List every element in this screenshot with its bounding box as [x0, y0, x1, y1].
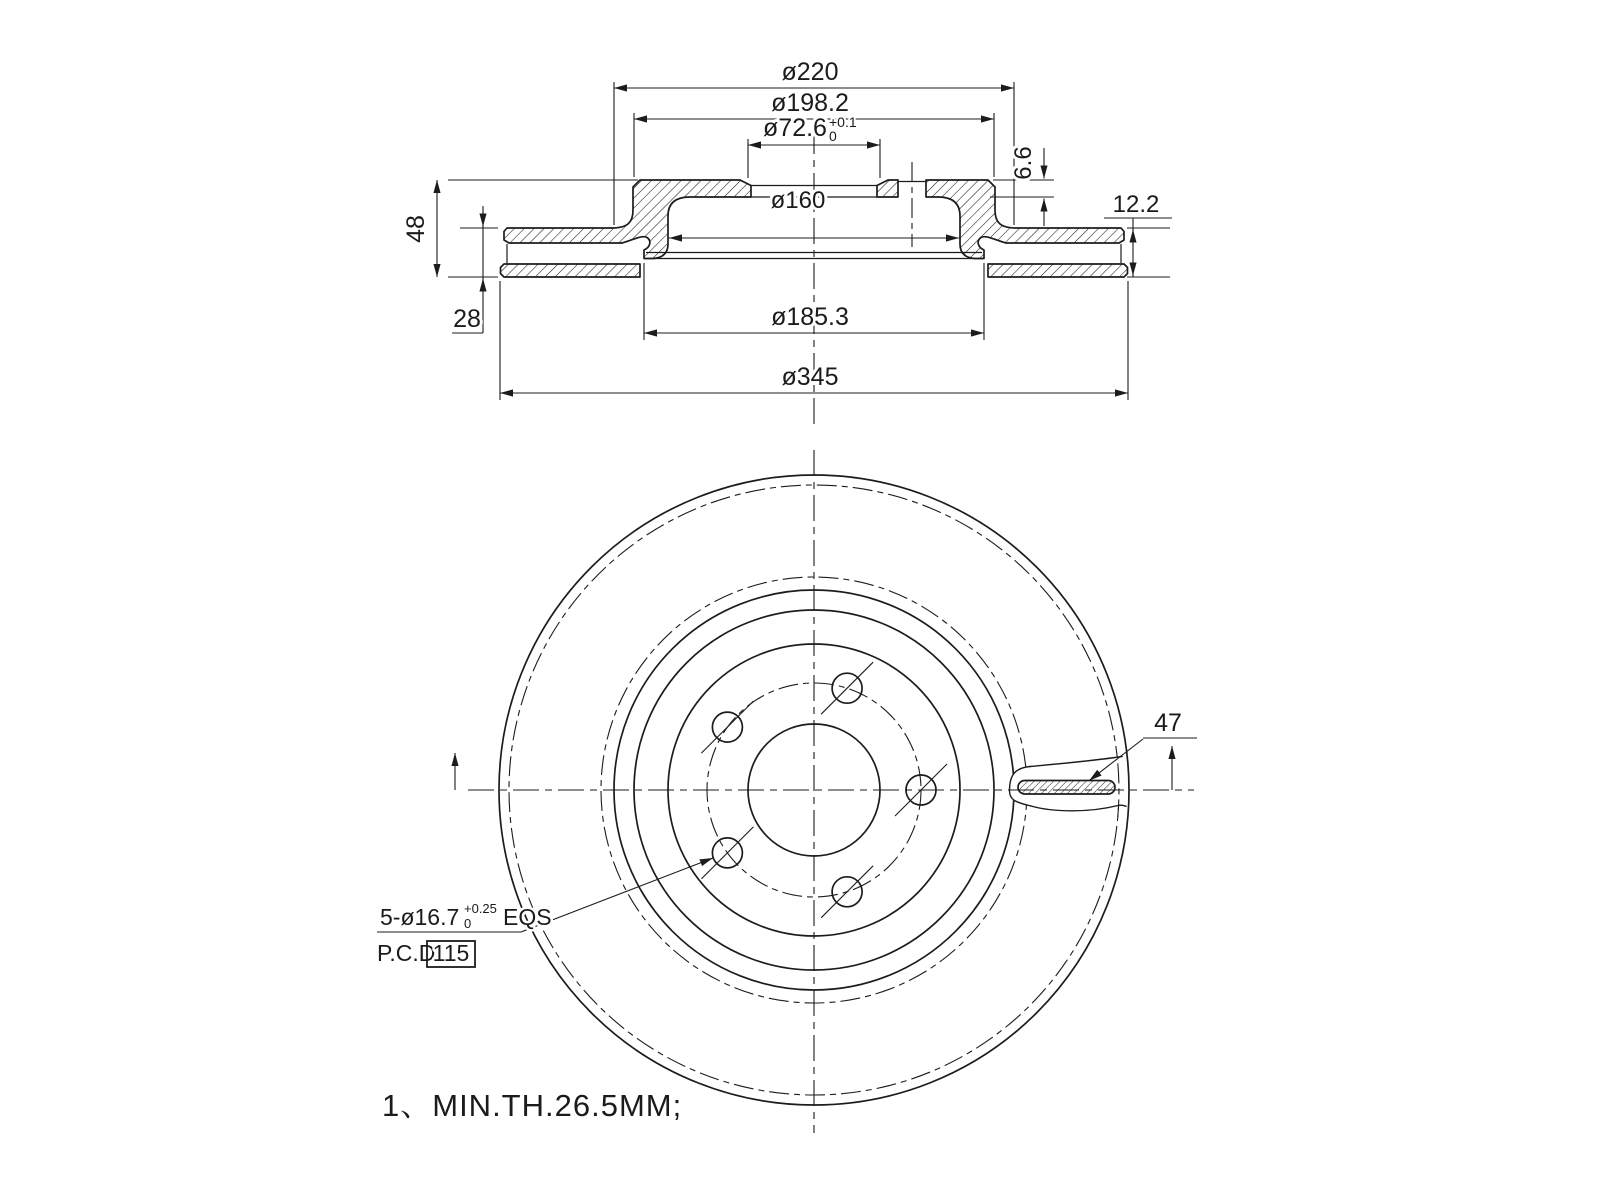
hat-section-left [504, 180, 751, 259]
holes-note-suffix: EQS [503, 904, 552, 930]
bolt-hole [821, 866, 873, 918]
notes [382, 1088, 682, 1123]
dim-72-tol-dn: 0 [829, 128, 837, 144]
wear-indicator-slot [1018, 781, 1115, 795]
dim-198-label: ø198.2 [771, 89, 849, 117]
holes-note-tol-up: +0.25 [464, 901, 497, 916]
dim-72-label: ø72.6 [763, 114, 827, 142]
dim-outer-345 [500, 363, 1128, 393]
dim-345-label: ø345 [781, 363, 839, 391]
min-thickness-note: 1、MIN.TH.26.5MM; [382, 1088, 683, 1123]
dim-height-48 [402, 180, 437, 277]
dim-hat-outer-220 [614, 58, 1014, 88]
section-view [402, 58, 1172, 424]
dim-72-tol-up: +0.1 [829, 114, 857, 130]
dim-6-6-label: 6.6 [1010, 146, 1037, 180]
dim-12-2-label: 12.2 [1112, 191, 1160, 218]
pcd-note [377, 940, 475, 967]
dim-seat-185 [644, 303, 984, 333]
bottom-plate-right [988, 264, 1128, 277]
dim-185-label: ø185.3 [771, 303, 849, 331]
bottom-plate-left [501, 264, 641, 277]
dim-thickness-28 [452, 206, 483, 333]
dim-47-label: 47 [1154, 709, 1182, 737]
dim-28-label: 28 [453, 305, 481, 333]
dim-48-label: 48 [402, 215, 430, 243]
dim-160-label: ø160 [770, 187, 826, 214]
hat-section-mid [877, 180, 898, 197]
bolt-hole [701, 827, 753, 879]
bolt-hole [701, 701, 753, 753]
dim-plate-6-6 [1010, 146, 1044, 226]
pcd-value: 115 [432, 940, 470, 966]
holes-note-main: 5-ø16.7 [380, 904, 460, 930]
holes-note-tol-dn: 0 [464, 916, 472, 931]
hat-section-right [926, 180, 1124, 259]
pcd-label: P.C.D. [377, 940, 442, 966]
bolt-hole [821, 662, 873, 714]
dim-220-label: ø220 [781, 58, 839, 86]
front-view [377, 450, 1197, 1133]
